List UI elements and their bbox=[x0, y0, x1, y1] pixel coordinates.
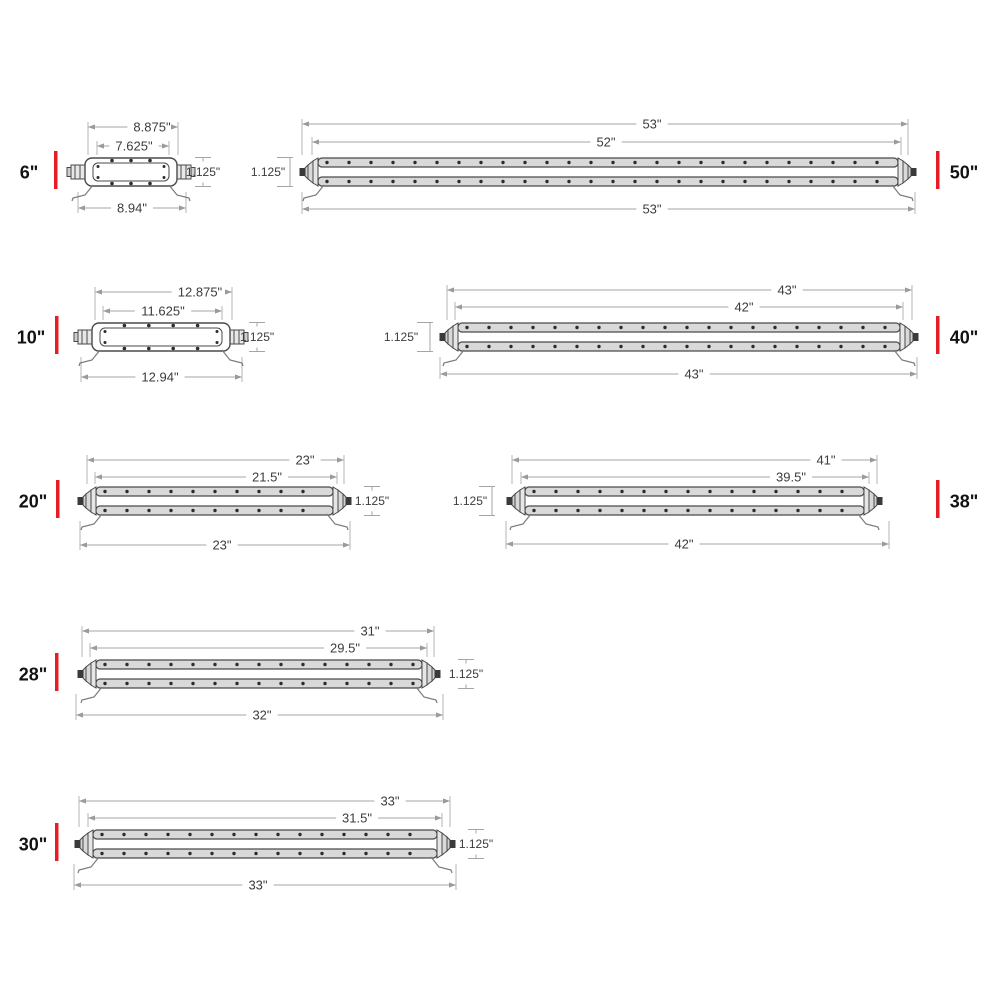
svg-text:7.625": 7.625" bbox=[115, 138, 153, 154]
size-label: 20" bbox=[18, 491, 48, 512]
svg-text:43": 43" bbox=[684, 366, 704, 382]
dim-middle bbox=[95, 470, 337, 485]
diagram-38in bbox=[453, 453, 978, 552]
svg-text:33": 33" bbox=[380, 793, 400, 809]
size-accent-tick bbox=[936, 151, 940, 189]
dim-height bbox=[355, 487, 389, 516]
size-label: 6" bbox=[19, 162, 39, 183]
svg-text:8.875": 8.875" bbox=[133, 119, 171, 135]
svg-text:23": 23" bbox=[295, 452, 315, 468]
svg-text:23": 23" bbox=[212, 537, 232, 553]
size-label: 10" bbox=[16, 327, 46, 348]
diagram-30in bbox=[19, 794, 493, 893]
svg-text:39.5": 39.5" bbox=[776, 469, 806, 485]
size-label: 28" bbox=[18, 664, 48, 685]
bar-graphic bbox=[74, 323, 248, 366]
svg-text:42": 42" bbox=[734, 299, 754, 315]
dim-height bbox=[449, 660, 483, 689]
size-label: 40" bbox=[949, 327, 979, 348]
svg-text:52": 52" bbox=[596, 134, 616, 150]
svg-text:42": 42" bbox=[674, 536, 694, 552]
svg-text:11.625": 11.625" bbox=[141, 303, 185, 319]
dim-top bbox=[82, 624, 434, 658]
dim-bottom bbox=[81, 357, 242, 385]
dim-bottom bbox=[76, 694, 443, 723]
svg-text:1.125": 1.125" bbox=[239, 330, 275, 344]
dim-height bbox=[459, 830, 493, 859]
size-accent-tick bbox=[54, 151, 58, 189]
svg-text:8.94": 8.94" bbox=[117, 200, 147, 216]
bar-graphic bbox=[300, 158, 916, 201]
dim-height bbox=[453, 487, 495, 516]
dim-middle bbox=[521, 470, 869, 485]
bar-graphic bbox=[507, 487, 882, 530]
svg-text:1.125": 1.125" bbox=[448, 667, 484, 681]
bar-graphic bbox=[78, 487, 351, 530]
dim-height bbox=[186, 158, 220, 187]
dim-middle bbox=[90, 641, 427, 658]
dim-bottom bbox=[506, 521, 889, 552]
size-label: 38" bbox=[949, 491, 979, 512]
svg-text:1.125": 1.125" bbox=[354, 494, 390, 508]
dim-bottom bbox=[302, 192, 915, 217]
svg-text:1.125": 1.125" bbox=[458, 837, 494, 851]
size-label: 50" bbox=[949, 162, 979, 183]
bar-graphic bbox=[75, 830, 455, 873]
svg-text:32": 32" bbox=[252, 707, 272, 723]
dim-top bbox=[79, 794, 450, 828]
dim-bottom bbox=[80, 521, 350, 553]
svg-text:1.125": 1.125" bbox=[452, 494, 488, 508]
dim-bottom bbox=[440, 357, 917, 382]
dim-top bbox=[447, 283, 912, 321]
size-accent-tick bbox=[56, 480, 60, 518]
dim-middle bbox=[97, 139, 169, 156]
dim-middle bbox=[312, 135, 901, 156]
size-accent-tick bbox=[936, 480, 940, 518]
dim-middle bbox=[88, 811, 442, 828]
diagram-28in bbox=[19, 624, 483, 723]
svg-text:43": 43" bbox=[777, 282, 797, 298]
svg-text:53": 53" bbox=[642, 116, 662, 132]
dim-middle bbox=[455, 300, 903, 321]
svg-text:41": 41" bbox=[816, 452, 836, 468]
svg-text:1.125": 1.125" bbox=[250, 165, 286, 179]
diagram-40in bbox=[384, 283, 978, 382]
dim-height bbox=[251, 158, 293, 187]
svg-text:31.5": 31.5" bbox=[342, 810, 372, 826]
dim-bottom bbox=[74, 864, 456, 893]
svg-text:33": 33" bbox=[248, 877, 268, 893]
diagram-10in bbox=[17, 285, 274, 385]
svg-text:12.94": 12.94" bbox=[141, 369, 179, 385]
bar-graphic bbox=[78, 660, 440, 703]
diagram-20in bbox=[19, 453, 389, 553]
diagram-50in bbox=[251, 117, 978, 217]
dim-bottom bbox=[78, 192, 186, 216]
svg-text:12.875": 12.875" bbox=[177, 284, 223, 300]
bar-graphic bbox=[440, 323, 918, 366]
size-accent-tick bbox=[936, 316, 940, 354]
svg-text:21.5": 21.5" bbox=[252, 469, 282, 485]
size-accent-tick bbox=[55, 316, 59, 354]
dim-height bbox=[240, 323, 274, 352]
svg-text:31": 31" bbox=[360, 623, 380, 639]
size-accent-tick bbox=[55, 653, 59, 691]
size-label: 30" bbox=[18, 834, 48, 855]
diagram-6in bbox=[20, 120, 220, 216]
svg-text:53": 53" bbox=[642, 201, 662, 217]
dim-height bbox=[384, 323, 433, 352]
svg-text:1.125": 1.125" bbox=[185, 165, 221, 179]
dim-middle bbox=[103, 304, 222, 321]
bar-graphic bbox=[67, 158, 195, 201]
size-accent-tick bbox=[55, 823, 59, 861]
svg-text:1.125": 1.125" bbox=[383, 330, 419, 344]
svg-text:29.5": 29.5" bbox=[330, 640, 360, 656]
dim-top bbox=[512, 453, 877, 485]
dim-top bbox=[87, 453, 344, 485]
